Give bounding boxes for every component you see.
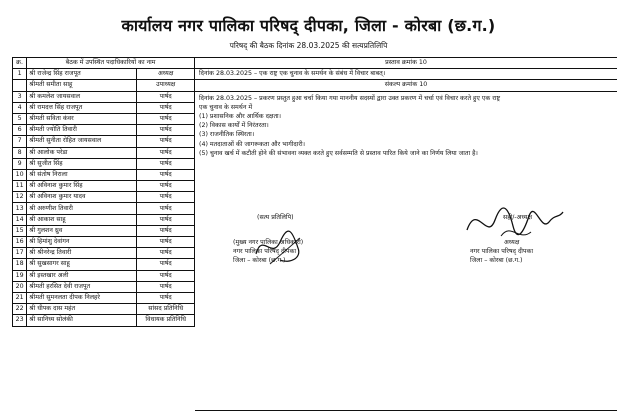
proposal-text: दिनांक 28.03.2025 – एक राष्ट्र एक चुनाव के समर्थन के संबंध में विचार बाबत्।: [195, 69, 617, 80]
role-cell: पार्षद: [137, 102, 195, 113]
table-row: [13, 203, 195, 214]
sno-header: क्र.: [13, 58, 27, 69]
resolution-line: (4) मतदाताओं की जागरूकता और भागीदारी।: [199, 140, 305, 148]
table-row: [13, 248, 195, 259]
sno-cell: 5: [13, 113, 27, 124]
name-cell: श्री रामदत्त सिंह राजपूत: [27, 102, 137, 113]
name-cell: श्रीमती ज्योति तिवारी: [27, 125, 137, 136]
signed-label: सही/-अध्यक्ष: [503, 213, 532, 221]
name-cell: श्री अविनाश कुमार सिंह: [27, 181, 137, 192]
name-cell: श्री कमलेश जायसवाल: [27, 91, 137, 102]
sno-cell: 1: [13, 69, 27, 80]
name-cell: श्री राजेन्द्र सिंह राजपूत: [27, 69, 137, 80]
sno-cell: 21: [13, 292, 27, 303]
name-cell: श्री अविनाश कुमार यादव: [27, 192, 137, 203]
name-cell: श्रीमती सुनीता रोहित जायसवाल: [27, 136, 137, 147]
role-cell: पार्षद: [137, 248, 195, 259]
resolution-line: (1) प्रशासनिक और आर्थिक दक्षता।: [199, 112, 282, 120]
name-header: बैठक में उपस्थित पदाधिकारियों का नाम: [27, 58, 195, 69]
chairman-office: नगर पालिका परिषद् दीपका: [470, 247, 533, 255]
meeting-subtitle: परिषद् की बैठक दिनांक 28.03.2025 की सत्यप्रतिलिपि: [229, 41, 388, 50]
sno-cell: 13: [13, 203, 27, 214]
name-cell: श्री सानिध्य सोलंकी: [27, 315, 137, 326]
role-cell: पार्षद: [137, 192, 195, 203]
resolution-heading: संकल्प क्रमांक 10: [195, 80, 617, 91]
table-row: [13, 136, 195, 147]
table-row: [13, 281, 195, 292]
name-cell: श्रीमती समीता साहू: [27, 80, 137, 91]
signature-area: [195, 158, 617, 318]
resolution-line: एक चुनाव के समर्थन में: [199, 103, 253, 111]
sno-cell: 11: [13, 181, 27, 192]
role-cell: पार्षद: [137, 147, 195, 158]
name-cell: श्री गुलशन ध्रुव: [27, 225, 137, 236]
sno-cell: 22: [13, 304, 27, 315]
sno-cell: 19: [13, 270, 27, 281]
resolution-body: [195, 92, 617, 158]
table-row: [13, 102, 195, 113]
name-cell: श्री सुजीत सिंह: [27, 158, 137, 169]
name-cell: श्री अरुणीश तिवारी: [27, 203, 137, 214]
sno-cell: 16: [13, 237, 27, 248]
officer-signatory: [233, 238, 303, 265]
role-cell: सांसद प्रतिनिधि: [137, 304, 195, 315]
name-cell: श्री हिमांशु देवांगन: [27, 237, 137, 248]
proposal-heading: प्रस्ताव क्रमांक 10: [195, 58, 617, 69]
role-cell: पार्षद: [137, 259, 195, 270]
table-row: [13, 125, 195, 136]
sno-cell: 9: [13, 158, 27, 169]
resolution-block: [195, 57, 617, 411]
table-row: [13, 69, 195, 80]
name-cell: श्री श्रीनरेन्द्र तिवारी: [27, 248, 137, 259]
table-row: [13, 169, 195, 180]
role-cell: पार्षद: [137, 169, 195, 180]
officer-district: जिला – कोरबा (छ.ग.): [233, 256, 286, 264]
resolution-line: (5) चुनाव खर्च में कटौती होने की संभावना व्यक्त करते हुए सर्वसम्मति से प्रस्ताव पारित किये जाने का निर्णय लिया जाता है।: [199, 149, 478, 157]
sno-cell: 23: [13, 315, 27, 326]
chairman-designation: अध्यक्ष: [504, 238, 520, 246]
resolution-line: (2) विकास कार्यों में निरंतरता।: [199, 122, 269, 130]
role-cell: पार्षद: [137, 158, 195, 169]
table-row: [13, 91, 195, 102]
role-cell: पार्षद: [137, 237, 195, 248]
attendees-header-row: [13, 58, 195, 69]
sno-cell: 4: [13, 102, 27, 113]
name-cell: श्री सुखसागर साहू: [27, 259, 137, 270]
sno-cell: [13, 80, 27, 91]
role-cell: पार्षद: [137, 181, 195, 192]
role-cell: पार्षद: [137, 281, 195, 292]
name-cell: श्री आलोक परेडा: [27, 147, 137, 158]
role-cell: पार्षद: [137, 91, 195, 102]
role-cell: पार्षद: [137, 136, 195, 147]
table-row: [13, 113, 195, 124]
name-cell: श्रीमती सविता कंवर: [27, 113, 137, 124]
role-cell: पार्षद: [137, 113, 195, 124]
role-cell: पार्षद: [137, 214, 195, 225]
name-cell: श्रीमती हरसित देवी राजपूत: [27, 281, 137, 292]
sno-cell: 18: [13, 259, 27, 270]
sno-cell: 20: [13, 281, 27, 292]
table-row: [13, 315, 195, 326]
sno-cell: 15: [13, 225, 27, 236]
sno-cell: 3: [13, 91, 27, 102]
attendees-table: [12, 57, 195, 327]
table-row: [13, 237, 195, 248]
role-cell: विधायक प्रतिनिधि: [137, 315, 195, 326]
office-title: कार्यालय नगर पालिका परिषद् दीपका, जिला - कोरबा (छ.ग.): [121, 16, 496, 35]
sno-cell: 6: [13, 125, 27, 136]
table-row: [13, 225, 195, 236]
name-cell: श्री आकाश साहू: [27, 214, 137, 225]
table-row: [13, 259, 195, 270]
resolution-line: दिनांक 28.03.2025 – प्रकरण प्रस्तुत हुआ चर्चा किया गया माननीय सदस्यों द्वारा उक्त प्रकरण में चर्चा एवं विचार करते हुए एक राष्ट्र: [199, 94, 501, 102]
table-row: [13, 80, 195, 91]
officer-office: नगर पालिका परिषद् दीपका: [233, 247, 296, 255]
role-cell: पार्षद: [137, 225, 195, 236]
resolution-line: (3) राजनीतिक स्थिरता।: [199, 131, 255, 139]
true-copy-label: (सत्य प्रतिलिपि): [257, 213, 294, 221]
sno-cell: 14: [13, 214, 27, 225]
table-row: [13, 304, 195, 315]
table-row: [13, 214, 195, 225]
officer-designation: (मुख्य नगर पालिका अधिकारी): [233, 238, 304, 246]
table-row: [13, 147, 195, 158]
name-cell: श्री इस्तखार अली: [27, 270, 137, 281]
role-cell: पार्षद: [137, 292, 195, 303]
chairman-signatory: [470, 238, 533, 265]
table-row: [13, 158, 195, 169]
role-cell: पार्षद: [137, 270, 195, 281]
sno-cell: 10: [13, 169, 27, 180]
name-cell: श्रीमती सुमनलता दीपक निलहरे: [27, 292, 137, 303]
table-row: [13, 181, 195, 192]
sno-cell: 17: [13, 248, 27, 259]
chairman-district: जिला – कोरबा (छ.ग.): [470, 256, 523, 264]
table-row: [13, 292, 195, 303]
name-cell: श्री संतोष निराला: [27, 169, 137, 180]
sno-cell: 12: [13, 192, 27, 203]
sno-cell: 8: [13, 147, 27, 158]
role-cell: अध्यक्ष: [137, 69, 195, 80]
role-cell: उपाध्यक्ष: [137, 80, 195, 91]
table-row: [13, 270, 195, 281]
role-cell: पार्षद: [137, 203, 195, 214]
name-cell: श्री धीपक दास महंत: [27, 304, 137, 315]
sno-cell: 7: [13, 136, 27, 147]
table-row: [13, 192, 195, 203]
role-cell: पार्षद: [137, 125, 195, 136]
